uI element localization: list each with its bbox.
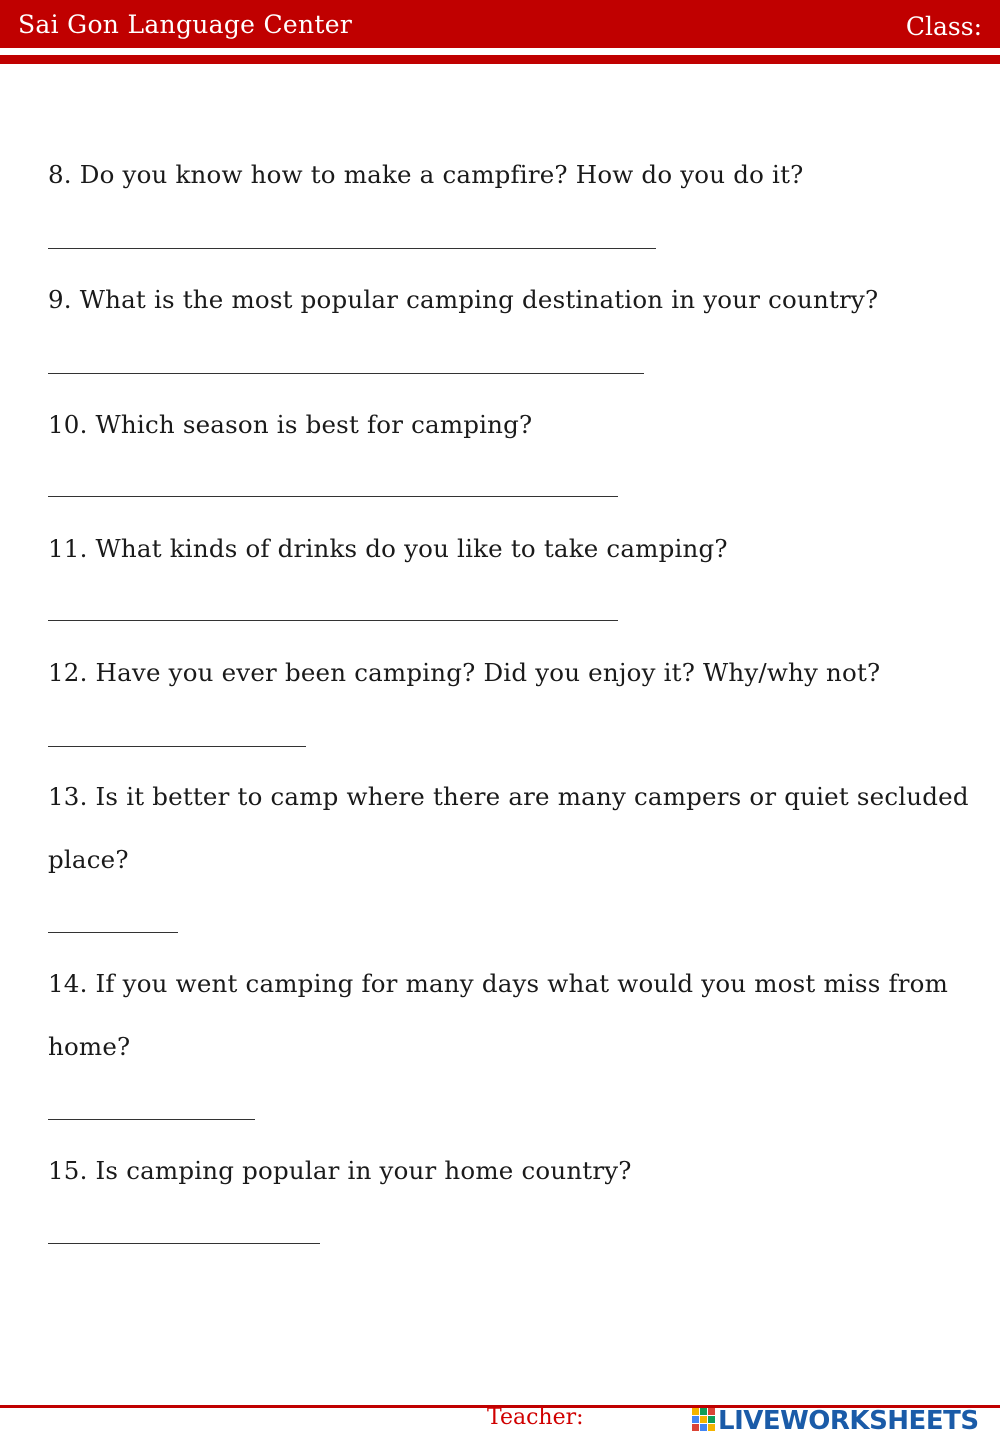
liveworksheets-logo-icon xyxy=(692,1408,716,1434)
answer-line-8[interactable] xyxy=(48,248,656,249)
liveworksheets-wordmark: LIVEWORKSHEETS xyxy=(718,1406,979,1436)
answer-line-13[interactable] xyxy=(48,932,178,933)
answer-line-11[interactable] xyxy=(48,620,618,621)
header-divider xyxy=(0,55,1000,64)
question-13: 13. Is it better to camp where there are many campers or quiet secluded xyxy=(48,782,969,811)
question-14: 14. If you went camping for many days what would you most miss from xyxy=(48,969,949,998)
answer-line-12[interactable] xyxy=(48,746,306,747)
liveworksheets-logo xyxy=(692,1406,992,1436)
answer-line-14[interactable] xyxy=(48,1119,255,1120)
question-11: 11. What kinds of drinks do you like to take camping? xyxy=(48,534,728,563)
answer-line-9[interactable] xyxy=(48,373,644,374)
question-14-continued: home? xyxy=(48,1032,131,1061)
answer-line-10[interactable] xyxy=(48,496,618,497)
question-12: 12. Have you ever been camping? Did you enjoy it? Why/why not? xyxy=(48,658,881,687)
question-9: 9. What is the most popular camping destination in your country? xyxy=(48,285,879,314)
center-name: Sai Gon Language Center xyxy=(18,10,353,39)
question-8: 8. Do you know how to make a campfire? How do you do it? xyxy=(48,160,804,189)
question-10: 10. Which season is best for camping? xyxy=(48,410,533,439)
question-15: 15. Is camping popular in your home country? xyxy=(48,1156,632,1185)
class-label: Class: xyxy=(905,12,982,41)
teacher-label: Teacher: xyxy=(487,1405,584,1430)
question-13-continued: place? xyxy=(48,845,129,874)
answer-line-15[interactable] xyxy=(48,1243,320,1244)
header-bar xyxy=(0,0,1000,48)
